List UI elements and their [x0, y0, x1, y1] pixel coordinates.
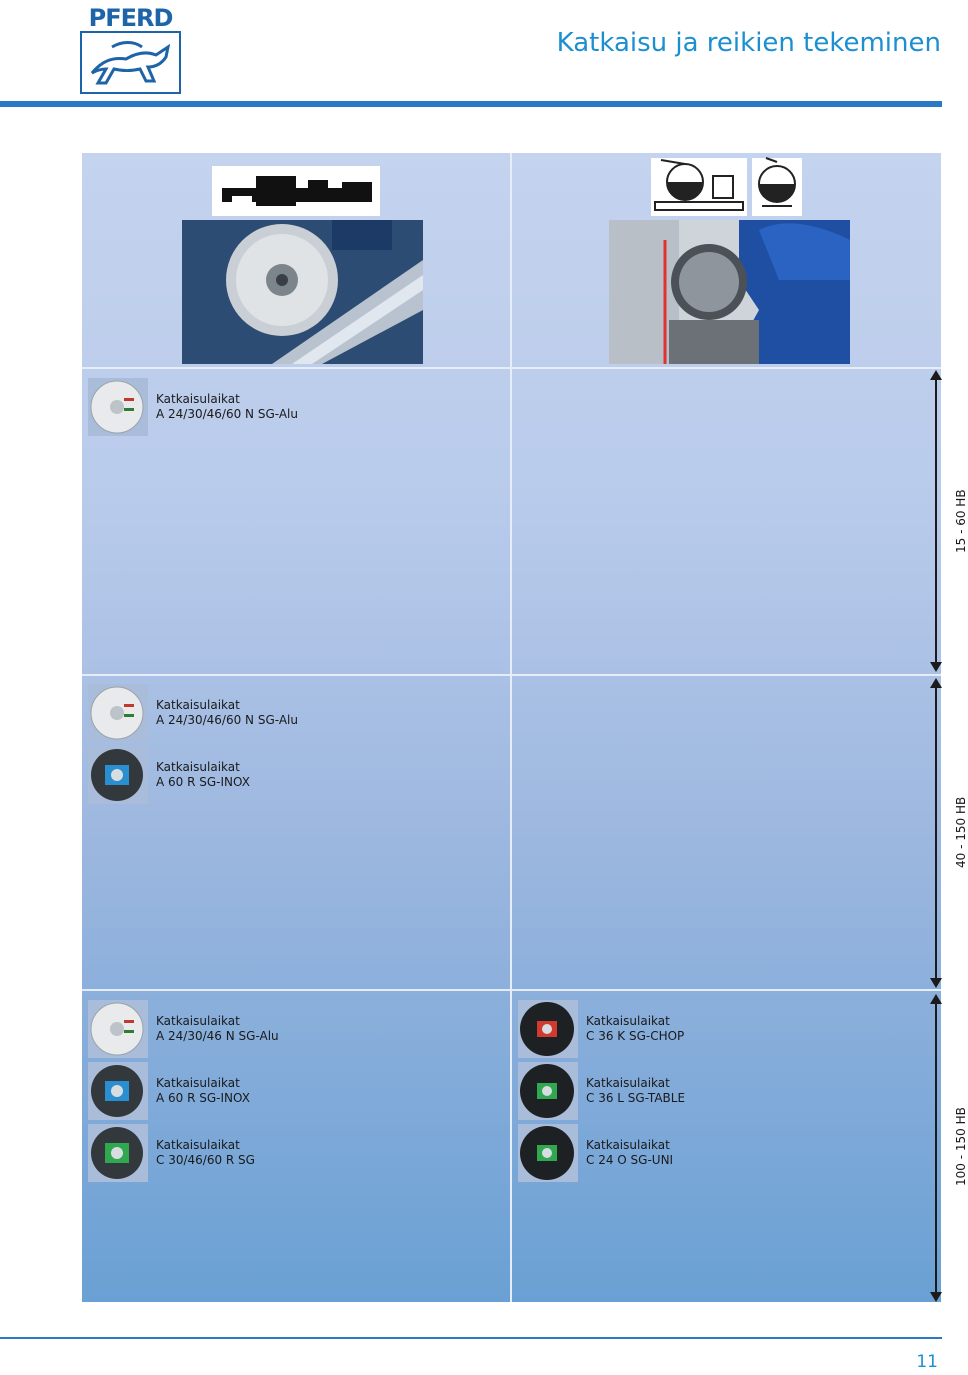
angle-grinder-photo [182, 220, 423, 364]
product-label: Katkaisulaikat [586, 1076, 670, 1090]
product-spec: C 30/46/60 R SG [156, 1153, 255, 1167]
product-spec: A 60 R SG-INOX [156, 1091, 250, 1105]
content-panel [82, 153, 941, 1302]
hardness-range-arrow [928, 370, 944, 672]
product-label: Katkaisulaikat [156, 698, 240, 712]
product-item [88, 746, 468, 804]
pferd-logo [80, 5, 181, 92]
product-spec: A 60 R SG-INOX [156, 775, 250, 789]
product-item [518, 1000, 898, 1058]
product-label: Katkaisulaikat [156, 392, 240, 406]
arrow-down-icon [930, 1292, 942, 1302]
footer-divider [0, 1337, 942, 1339]
logo-horse-emblem [80, 31, 181, 94]
row-divider [82, 989, 941, 991]
logo-wordmark: PFERD [88, 4, 173, 32]
hardness-range-arrow [928, 994, 944, 1302]
cutting-disc-image [518, 1000, 578, 1058]
row-divider [82, 674, 941, 676]
hardness-range-label: 40 - 150 HB [954, 796, 968, 868]
column-divider [510, 153, 512, 1302]
cutting-disc-image [88, 746, 148, 804]
product-label: Katkaisulaikat [156, 760, 240, 774]
product-item [88, 1062, 468, 1120]
product-label: Katkaisulaikat [156, 1014, 240, 1028]
cutting-disc-image [88, 684, 148, 742]
page-number: 11 [916, 1352, 938, 1372]
angle-grinder-pictogram [212, 166, 380, 216]
cutting-disc-image [88, 378, 148, 436]
product-item [88, 378, 468, 436]
product-spec: A 24/30/46/60 N SG-Alu [156, 407, 298, 421]
cutting-disc-image [88, 1062, 148, 1120]
hardness-range-label: 100 - 150 HB [954, 1107, 968, 1186]
cutting-disc-image [518, 1124, 578, 1182]
cutting-disc-image [88, 1124, 148, 1182]
product-label: Katkaisulaikat [586, 1014, 670, 1028]
cutting-disc-image [88, 1000, 148, 1058]
cutting-disc-image [518, 1062, 578, 1120]
product-item [88, 1124, 468, 1182]
arrow-down-icon [930, 662, 942, 672]
hardness-range-arrow [928, 678, 944, 988]
product-spec: C 36 K SG-CHOP [586, 1029, 685, 1043]
product-item [88, 684, 468, 742]
chop-saw-pictogram [651, 158, 747, 216]
row-divider [82, 367, 941, 369]
chop-saw-photo [609, 220, 850, 364]
product-spec: C 36 L SG-TABLE [586, 1091, 686, 1105]
arrow-down-icon [930, 978, 942, 988]
product-item [88, 1000, 468, 1058]
product-spec: A 24/30/46/60 N SG-Alu [156, 713, 298, 727]
product-label: Katkaisulaikat [586, 1138, 670, 1152]
product-spec: C 24 O SG-UNI [586, 1153, 674, 1167]
hardness-range-label: 15 - 60 HB [954, 489, 968, 553]
product-label: Katkaisulaikat [156, 1076, 240, 1090]
product-item [518, 1124, 898, 1182]
product-label: Katkaisulaikat [156, 1138, 240, 1152]
product-item [518, 1062, 898, 1120]
product-spec: A 24/30/46 N SG-Alu [156, 1029, 279, 1043]
page-title: Katkaisu ja reikien tekeminen [556, 28, 941, 58]
header-divider [0, 101, 942, 107]
table-saw-pictogram [752, 158, 802, 216]
